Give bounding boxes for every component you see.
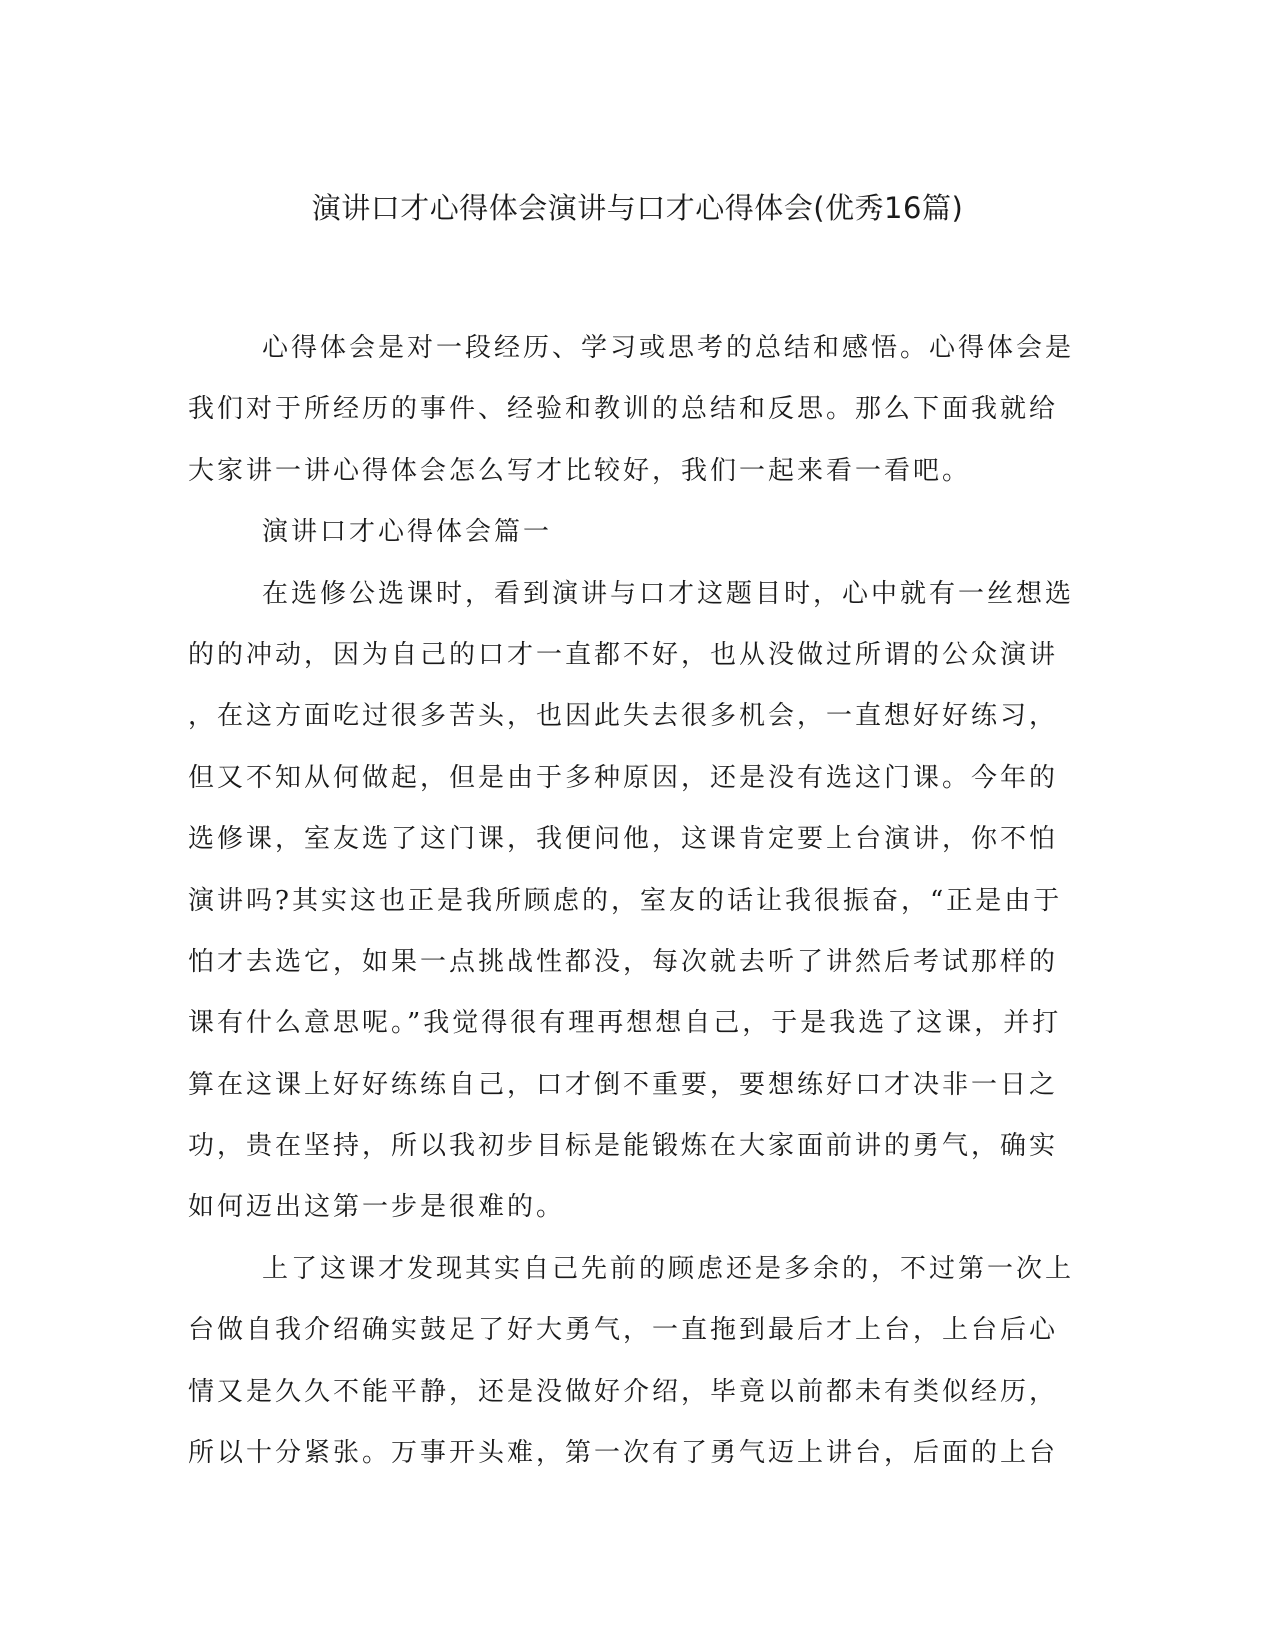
paragraph-line: 情又是久久不能平静，还是没做好介绍，毕竟以前都未有类似经历，: [188, 1376, 1059, 1407]
paragraph-line: 如何迈出这第一步是很难的。: [188, 1192, 566, 1223]
document-body: [188, 318, 1078, 1484]
paragraph-line: ，在这方面吃过很多苦头，也因此失去很多机会，一直想好好练习，: [188, 701, 1059, 732]
paragraph-line: 在选修公选课时，看到演讲与口才这题目时，心中就有一丝想选: [262, 578, 1075, 609]
paragraph-line: 算在这课上好好练练自己，口才倒不重要，要想练好口才决非一日之: [188, 1069, 1059, 1100]
paragraph-line: 课有什么意思呢。”我觉得很有理再想想自己，于是我选了这课，并打: [188, 1008, 1062, 1039]
paragraph-line: 演讲吗?其实这也正是我所顾虑的，室友的话让我很振奋，“正是由于: [188, 885, 1063, 916]
paragraph-line: 所以十分紧张。万事开头难，第一次有了勇气迈上讲台，后面的上台: [188, 1438, 1059, 1469]
paragraph-line: 的的冲动，因为自己的口才一直都不好，也从没做过所谓的公众演讲: [188, 639, 1059, 670]
paragraph-line: 但又不知从何做起，但是由于多种原因，还是没有选这门课。今年的: [188, 762, 1059, 793]
section-heading: 演讲口才心得体会篇一: [262, 517, 553, 548]
document-title: 演讲口才心得体会演讲与口才心得体会(优秀16篇): [311, 191, 964, 225]
paragraph-line: 怕才去选它，如果一点挑战性都没，每次就去听了讲然后考试那样的: [188, 946, 1059, 977]
paragraph-line: 台做自我介绍确实鼓足了好大勇气，一直拖到最后才上台，上台后心: [188, 1315, 1059, 1346]
paragraph-line: 选修课，室友选了这门课，我便问他，这课肯定要上台演讲，你不怕: [188, 824, 1059, 855]
paragraph-line: 功，贵在坚持，所以我初步目标是能锻炼在大家面前讲的勇气，确实: [188, 1131, 1059, 1162]
paragraph-line: 大家讲一讲心得体会怎么写才比较好，我们一起来看一看吧。: [188, 455, 972, 486]
paragraph-line: 上了这课才发现其实自己先前的顾虑还是多余的，不过第一次上: [262, 1253, 1075, 1284]
paragraph-line: 我们对于所经历的事件、经验和教训的总结和反思。那么下面我就给: [188, 394, 1059, 425]
paragraph-line: 心得体会是对一段经历、学习或思考的总结和感悟。心得体会是: [262, 333, 1075, 363]
